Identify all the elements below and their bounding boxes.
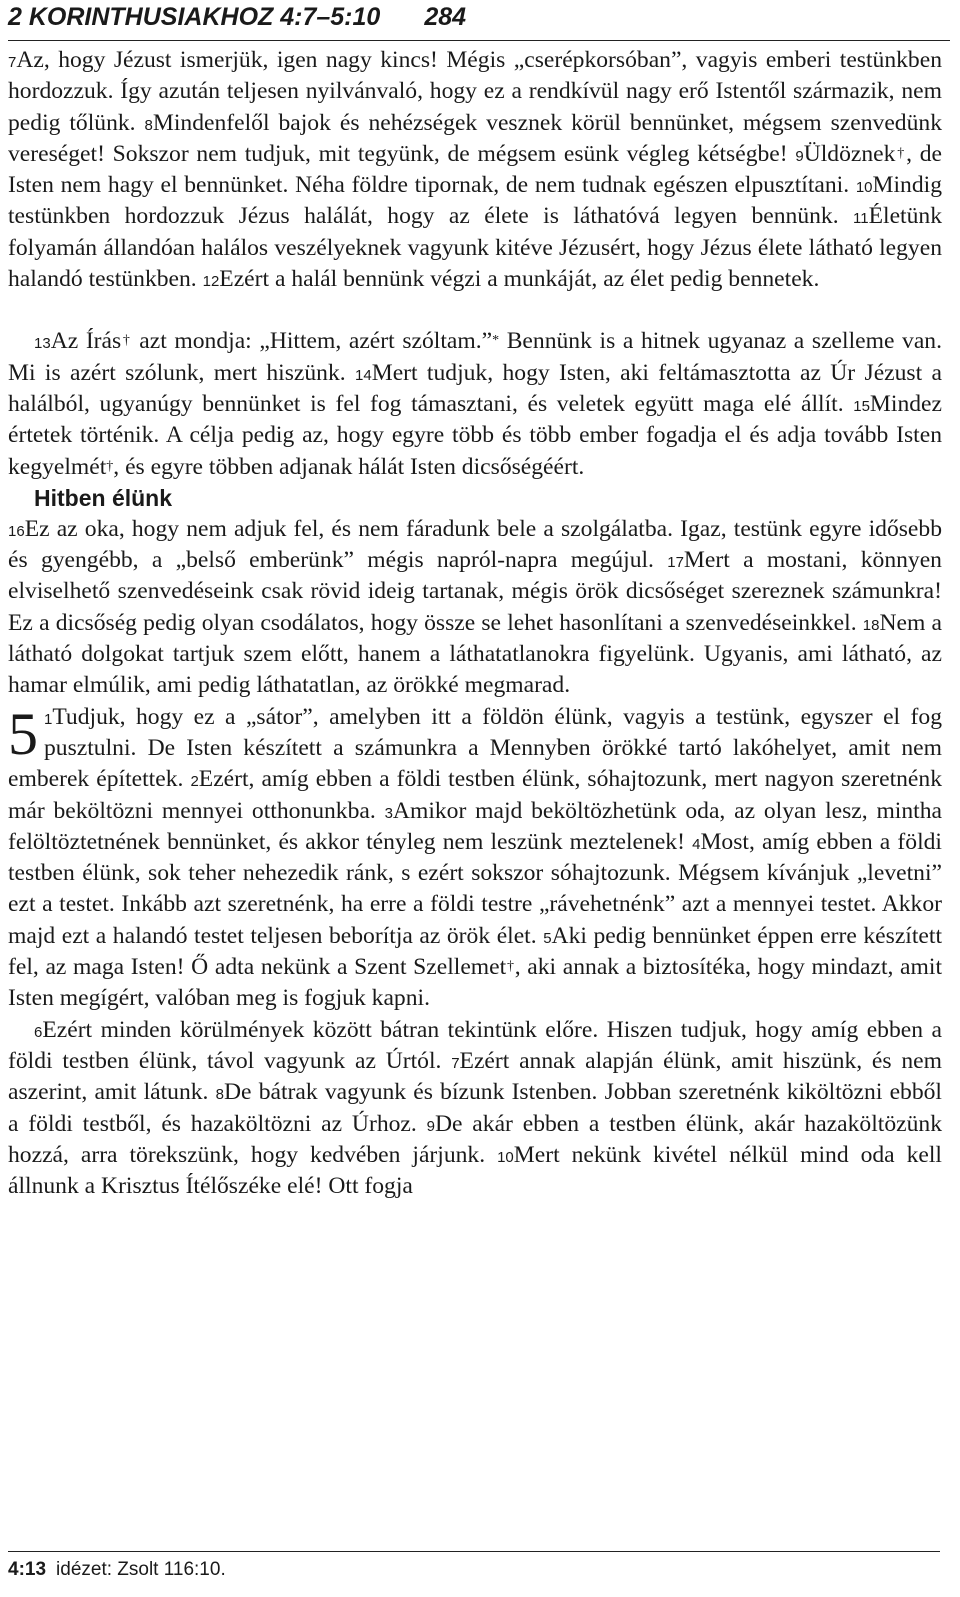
paragraph <box>8 514 942 702</box>
verse-number: 12 <box>202 273 220 291</box>
footnote-divider <box>8 1551 940 1552</box>
page-number: 284 <box>424 3 467 31</box>
paragraph <box>8 326 942 482</box>
verse-text: Bennünk is a hitnek ugyanaz a szelleme van. Mi is azért szólunk, mert hiszünk. <box>8 328 943 386</box>
verse-text: Ezért minden körülmények között bátran tekintünk előre. Hiszen tudjuk, hogy amíg ebben a földi testben élünk, távol vagyunk az Úrtól. <box>8 1016 942 1074</box>
verse-text: Ezért a halál bennünk végzi a munkáját, az élet pedig bennetek. <box>219 266 820 293</box>
verse-text: , és egyre többen adjanak hálát Isten dicsőségéért. <box>113 453 585 480</box>
verse-text: Mert nekünk kivétel nélkül mind oda kell állnunk a Krisztus Ítélőszéke elé! Ott fogja <box>8 1141 942 1200</box>
verse-text: Mindenfelől bajok és nehézségek vesznek körül bennünket, mégsem szenvedünk vereséget! Sokszor nem tudjuk, mit tegyünk, de mégsem esünk végleg kétségbe! <box>8 109 942 167</box>
verse-number: 6 <box>34 1023 43 1041</box>
verse-text: Üldöznek <box>803 140 896 167</box>
verse-text: Az Írás <box>50 328 122 355</box>
verse-text: , aki annak a biztosítéka, hogy mindazt, amit Isten megígért, valóban meg is fogjuk kapni. <box>8 954 942 1012</box>
verse-text: Mert a mostani, könnyen elviselhető szenvedéseink csak rövid ideig tartanak, mégis örök dicsőséget szereznek számunkra! Ez a dicsőség pedig olyan csodálatos, hogy össze se lehet hasonlítani a szenvedéseinkkel. <box>8 547 942 636</box>
verse-number: 8 <box>215 1086 224 1104</box>
running-header <box>8 0 950 41</box>
verse-number: 4 <box>692 835 701 853</box>
verse-text: , de Isten nem hagy el bennünket. Néha földre tipornak, de nem tudnak egészen elpusztítani. <box>8 140 942 199</box>
verse-text: Most, amíg ebben a földi testben élünk, sok teher nehezedik ránk, s ezért sokszor sóhajtozunk. Mégsem kívánjuk „levetni” ezt a testet. Inkább azt szeretnénk, ha erre a földi testre „rávehetnénk” azt a mennyei testet. Akkor majd ezt a halandó testet teljesen beborítja az örök élet. <box>8 828 942 949</box>
paragraph <box>8 1015 942 1203</box>
verse-number: 8 <box>144 116 153 134</box>
verse-number: 16 <box>8 522 25 540</box>
glossary-dagger-mark: † <box>506 959 515 975</box>
verse-text: Ez az oka, hogy nem adjuk fel, és nem fáradunk bele a szolgálatba. Igaz, testünk egyre idősebb és gyengébb, a „belső emberünk” mégis napról-napra megújul. <box>8 515 942 574</box>
paragraph <box>8 702 942 1015</box>
verse-text: De bátrak vagyunk és bízunk Istenben. Jobban szeretnénk kiköltözni ebből a földi testből, és hazaköltözni az Úrhoz. <box>8 1079 942 1137</box>
footnote-star-mark: * <box>492 333 500 349</box>
page-body <box>8 45 942 1202</box>
verse-number: 3 <box>384 804 393 822</box>
verse-text: Ezért annak alapján élünk, amit hiszünk, és nem aszerint, amit látunk. <box>8 1047 942 1106</box>
verse-number: 18 <box>862 616 880 634</box>
verse-number: 10 <box>497 1148 514 1166</box>
verse-number: 9 <box>426 1117 435 1135</box>
glossary-dagger-mark: † <box>106 458 114 474</box>
footnote <box>8 1556 226 1584</box>
verse-number: 7 <box>8 54 17 71</box>
verse-text: Tudjuk, hogy ez a „sátor”, amelyben itt a földön élünk, vagyis a testünk, egyszer el fog pusztulni. De Isten készített a számunkra a Mennyben örökké tartó lakóhelyet, amit nem emberek építettek. <box>8 703 942 793</box>
verse-text: Mert tudjuk, hogy Isten, aki feltámasztotta az Úr Jézust a halálból, ugyanúgy bennünket is fel fog támasztani, és veletek együtt maga elé állít. <box>8 359 942 417</box>
verse-number: 15 <box>853 397 870 415</box>
chapter-start <box>8 702 942 1015</box>
verse-text: Amikor majd beköltözhetünk oda, az olyan lesz, mintha felöltöztetnének bennünket, és akkor tényleg nem leszünk meztelenek! <box>8 797 942 855</box>
verse-number: 10 <box>855 179 873 197</box>
verse-text: De akár ebben a testben élünk, akár hazaköltözünk hozzá, arra törekszünk, hogy kedvében járjunk. <box>8 1110 942 1168</box>
verse-text: Mindig testünkben hordozzuk Jézus halálát, hogy az élete is láthatóvá legyen bennünk. <box>8 172 942 230</box>
section-heading: Hitben élünk <box>34 484 173 511</box>
verse-text: Mindez értetek történik. A célja pedig az, hogy egyre több és több ember fogadja el és adja tovább Isten kegyelmét <box>8 390 942 480</box>
verse-number: 13 <box>34 335 51 353</box>
verse-number: 17 <box>667 554 684 572</box>
verse-number: 2 <box>190 773 199 791</box>
verse-number: 9 <box>795 147 804 165</box>
glossary-dagger-mark: † <box>121 333 132 349</box>
verse-number: 1 <box>44 710 53 728</box>
verse-number: 5 <box>543 929 552 947</box>
verse-text: Az, hogy Jézust ismerjük, igen nagy kincs! Mégis „cserépkorsóban”, vagyis emberi testünkben hordozzuk. Így azután teljesen nyilvánvaló, hogy ez a rendkívül nagy erő Istentől származik, nem pedig tőlünk. <box>8 47 942 136</box>
paragraph <box>8 45 942 295</box>
footnote-reference: 4:13 <box>8 1559 47 1580</box>
footnote-text: idézet: Zsolt 116:10. <box>56 1559 226 1580</box>
verse-text: Nem a látható dolgokat tartjuk szem előtt, hanem a láthatatlanokra figyelünk. Ugyanis, ami látható, az hamar elmúlik, ami pedig láthatatlan, az örökké megmarad. <box>8 609 943 699</box>
verse-number: 11 <box>853 210 869 228</box>
glossary-dagger-mark: † <box>895 145 907 161</box>
verse-number: 14 <box>355 366 372 384</box>
verse-text: Életünk folyamán állandóan halálos veszélyeknek vagyunk kitéve Jézusért, hogy Jézus élete látható legyen halandó testünkben. <box>8 203 942 293</box>
chapter-number-dropcap: 5 <box>8 700 38 767</box>
verse-text: Ezért, amíg ebben a földi testben élünk, sóhajtozunk, mert nagyon szeretnénk már beköltözni mennyei otthonunkba. <box>8 766 942 824</box>
running-header-title: 2 KORINTHUSIAKHOZ 4:7–5:10 <box>8 3 381 31</box>
verse-number: 7 <box>451 1054 460 1072</box>
verse-text: Aki pedig bennünket éppen erre készített fel, az maga Isten! Ő adta nekünk a Szent Szellemet <box>8 922 942 981</box>
verse-text: azt mondja: „Hittem, azért szóltam.” <box>131 328 493 355</box>
